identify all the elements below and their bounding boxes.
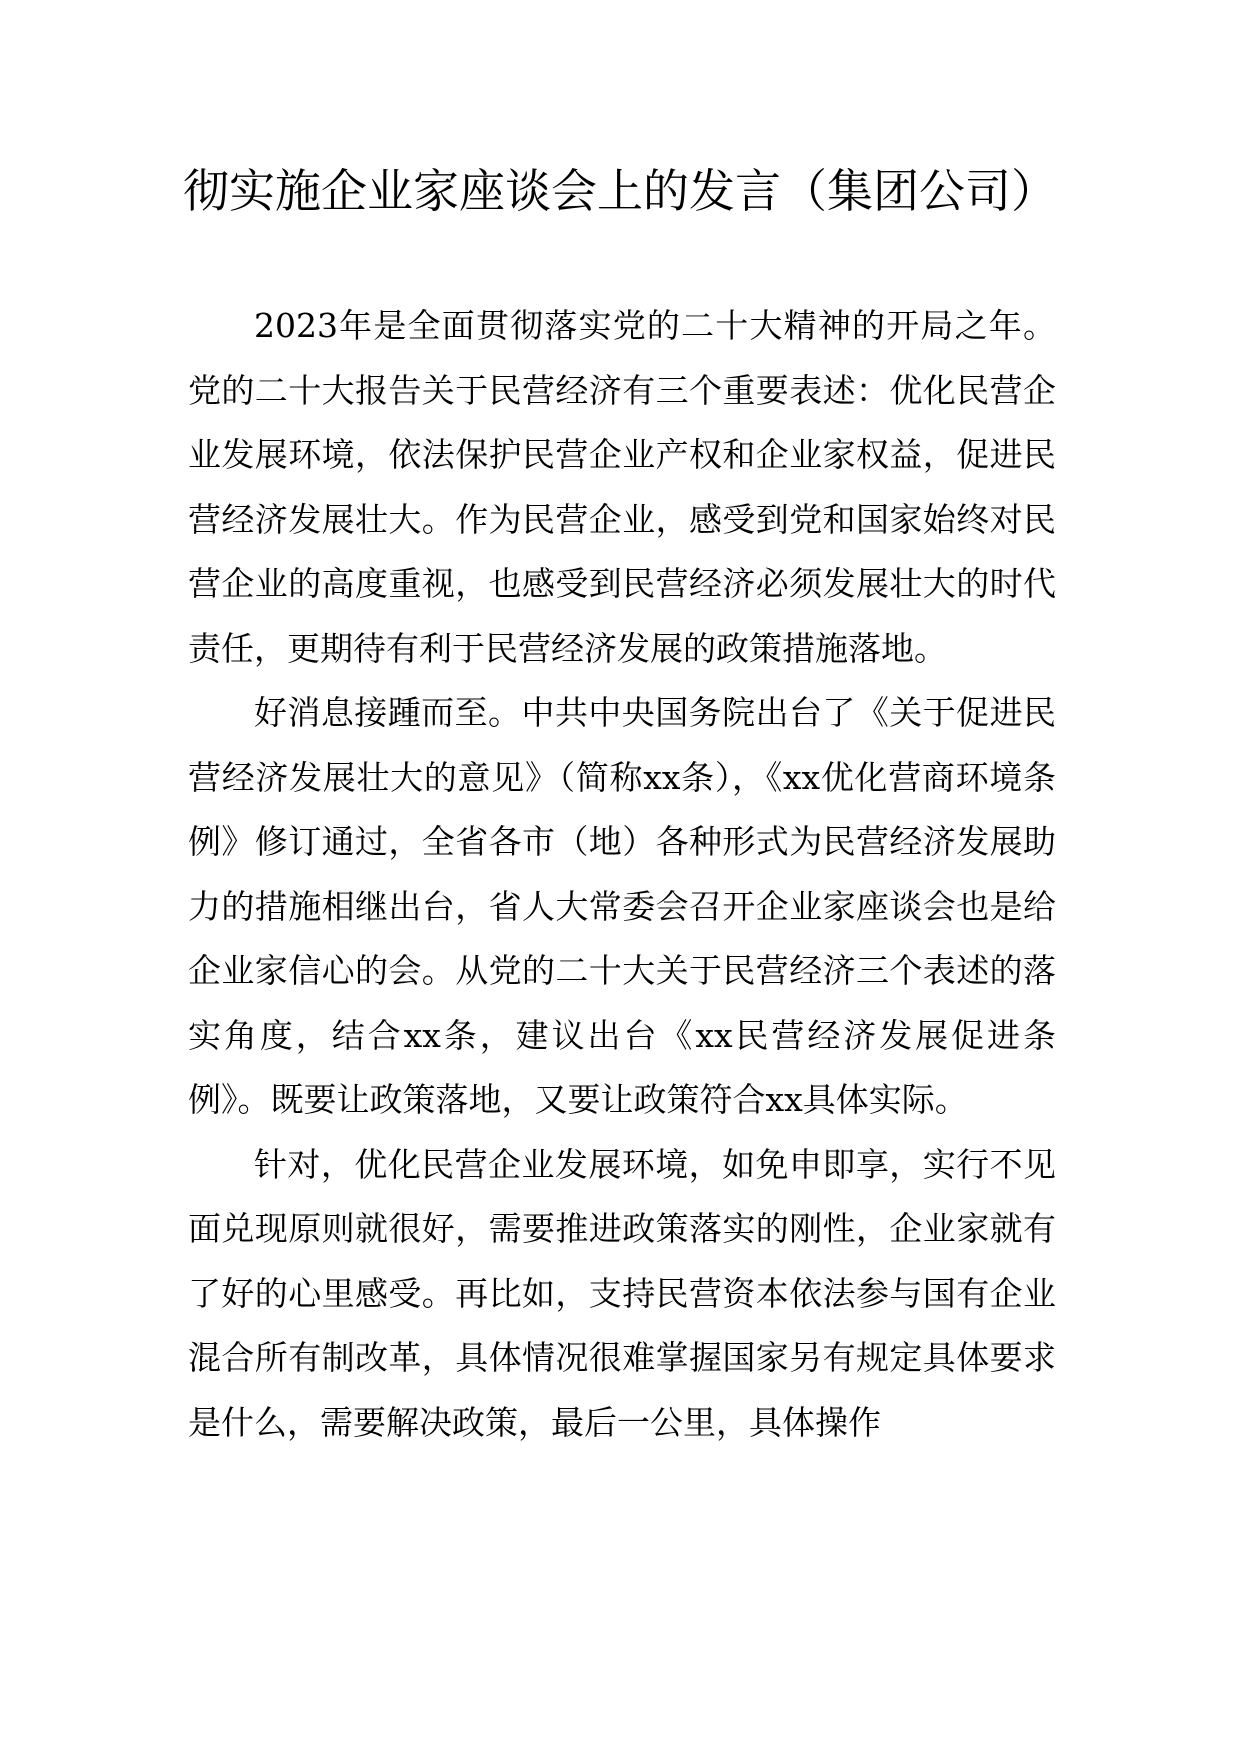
paragraph-3: 针对，优化民营企业发展环境，如免申即享，实行不见面兑现原则就很好，需要推进政策落实的刚性，企业家就有了好的心里感受。再比如，支持民营资本依法参与国有企业混合所有制改革，具体情况很难掌握国家另有规定具体要求是什么，需要解决政策，最后一公里，具体操作 xyxy=(188,1144,1056,1442)
document-body xyxy=(188,294,1056,1455)
paragraph-1: 2023年是全面贯彻落实党的二十大精神的开局之年。党的二十大报告关于民营经济有三个重要表述：优化民营企业发展环境，依法保护民营企业产权和企业家权益，促进民营经济发展壮大。作为民营企业，感受到党和国家始终对民营企业的高度重视，也感受到民营经济必须发展壮大的时代责任，更期待有利于民营经济发展的政策措施落地。 xyxy=(188,306,1056,668)
paragraph-2: 好消息接踵而至。中共中央国务院出台了《关于促进民营经济发展壮大的意见》（简称xx条），《xx优化营商环境条例》修订通过，全省各市（地）各种形式为民营经济发展助力的措施相继出台，省人大常委会召开企业家座谈会也是给企业家信心的会。从党的二十大关于民营经济三个表述的落实角度，结合xx条，建议出台《xx民营经济发展促进条例》。既要让政策落地，又要让政策符合xx具体实际。 xyxy=(188,693,1056,1119)
document-title: 彻实施企业家座谈会上的发言（集团公司） xyxy=(183,164,1057,218)
